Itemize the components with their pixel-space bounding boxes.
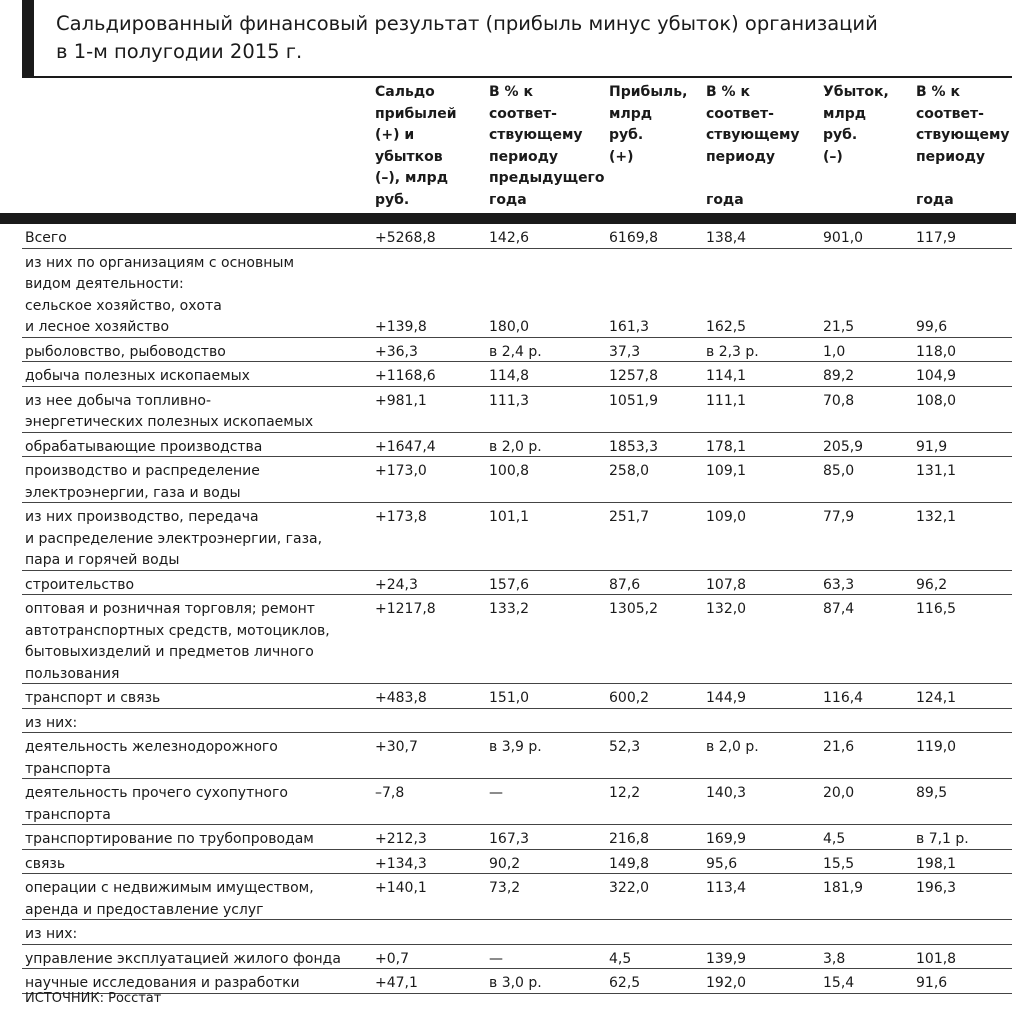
cell-profit: 87,6 — [609, 576, 641, 593]
cell-profit-percent: в 2,0 р. — [706, 739, 759, 755]
header-profit: Прибыль, млрд руб. (+) — [609, 84, 688, 165]
row-label: Всего — [25, 230, 67, 246]
page-title: Сальдированный финансовый результат (прибыль минус убыток) организаций — [56, 12, 878, 35]
cell-loss: 116,4 — [823, 690, 864, 706]
cell-balance: +134,3 — [375, 855, 427, 872]
cell-balance: +173,8 — [375, 509, 427, 525]
cell-balance: +1647,4 — [375, 438, 436, 455]
cell-profit-percent: 162,5 — [706, 319, 747, 335]
cell-profit: 12,2 — [609, 785, 641, 801]
table-row — [22, 457, 1012, 503]
cell-balance: +139,8 — [375, 319, 427, 335]
cell-balance-percent: в 2,0 р. — [489, 438, 542, 455]
cell-profit: 1051,9 — [609, 392, 658, 409]
cell-loss: 89,2 — [823, 368, 855, 384]
cell-balance-percent: 73,2 — [489, 880, 521, 896]
row-label: рыболовство, рыбоводство — [25, 343, 226, 360]
cell-balance-percent: 101,1 — [489, 509, 530, 525]
table-row — [22, 779, 1012, 825]
cell-loss-percent: 116,5 — [916, 601, 957, 617]
cell-balance-percent: 167,3 — [489, 831, 530, 847]
header-profit-percent: В % к соответ- ствующему периоду года — [706, 84, 800, 208]
table-row — [22, 920, 1012, 945]
cell-balance: +212,3 — [375, 831, 427, 847]
cell-balance-percent: 100,8 — [489, 463, 530, 479]
cell-profit: 600,2 — [609, 690, 650, 706]
cell-balance: +140,1 — [375, 880, 427, 896]
cell-loss: 181,9 — [823, 880, 864, 896]
cell-profit: 216,8 — [609, 831, 650, 847]
cell-balance-percent: 157,6 — [489, 576, 530, 593]
cell-loss: 3,8 — [823, 950, 846, 967]
cell-profit-percent: в 2,3 р. — [706, 343, 759, 360]
cell-loss-percent: 118,0 — [916, 343, 957, 360]
cell-profit-percent: 109,0 — [706, 509, 747, 525]
cell-profit: 149,8 — [609, 855, 650, 872]
row-label: из них по организациям с основным видом деятельности: сельское хозяйство, охота и лесное хозяйство — [25, 254, 295, 335]
header-divider — [0, 213, 1016, 224]
cell-balance: +981,1 — [375, 392, 427, 409]
cell-loss-percent: 119,0 — [916, 739, 957, 755]
row-label: из них: — [25, 926, 78, 942]
table-row — [22, 433, 1012, 458]
cell-profit-percent: 144,9 — [706, 690, 747, 706]
cell-loss-percent: 89,5 — [916, 785, 948, 801]
cell-profit-percent: 192,0 — [706, 975, 747, 991]
cell-loss-percent: 99,6 — [916, 319, 948, 335]
page-subtitle: в 1-м полугодии 2015 г. — [56, 40, 303, 63]
cell-balance: +1217,8 — [375, 601, 436, 617]
row-label: из нее добыча топливно- энергетических полезных ископаемых — [25, 392, 314, 430]
cell-loss-percent: 117,9 — [916, 230, 957, 246]
cell-loss: 21,6 — [823, 739, 855, 755]
cell-profit: 1257,8 — [609, 368, 658, 384]
cell-loss: 901,0 — [823, 230, 864, 246]
cell-profit-percent: 178,1 — [706, 438, 747, 455]
cell-profit-percent: 138,4 — [706, 230, 747, 246]
table-row — [22, 249, 1012, 338]
table-row — [22, 874, 1012, 920]
cell-balance-percent: в 2,4 р. — [489, 343, 542, 360]
header-balance: Сальдо прибылей (+) и убытков (–), млрд руб. — [375, 84, 457, 208]
source-note: ИСТОЧНИК: Росстат — [25, 991, 162, 1006]
cell-loss-percent: в 7,1 р. — [916, 831, 969, 847]
cell-balance-percent: 142,6 — [489, 230, 530, 246]
cell-loss: 77,9 — [823, 509, 855, 525]
cell-loss-percent: 104,9 — [916, 368, 957, 384]
table-row — [22, 387, 1012, 433]
cell-loss-percent: 101,8 — [916, 950, 957, 967]
cell-loss-percent: 198,1 — [916, 855, 957, 872]
cell-balance: +0,7 — [375, 950, 409, 967]
row-label: деятельность прочего сухопутного транспорта — [25, 785, 288, 823]
table-header — [22, 78, 1012, 213]
cell-balance: +1168,6 — [375, 368, 436, 384]
cell-loss: 1,0 — [823, 343, 846, 360]
cell-loss-percent: 196,3 — [916, 880, 957, 896]
cell-balance-percent: в 3,9 р. — [489, 739, 542, 755]
header-balance-percent: В % к соответ- ствующему периоду предыдущего года — [489, 84, 605, 208]
cell-loss-percent: 108,0 — [916, 392, 957, 409]
cell-loss-percent: 91,9 — [916, 438, 948, 455]
table-body — [22, 224, 1012, 994]
row-label: обрабатывающие производства — [25, 438, 263, 455]
cell-loss: 87,4 — [823, 601, 855, 617]
row-label: транспортирование по трубопроводам — [25, 831, 314, 847]
cell-balance-percent: 151,0 — [489, 690, 530, 706]
row-label: добыча полезных ископаемых — [25, 368, 250, 384]
cell-profit-percent: 113,4 — [706, 880, 747, 896]
row-label: строительство — [25, 576, 135, 593]
cell-profit: 1853,3 — [609, 438, 658, 455]
cell-loss-percent: 96,2 — [916, 576, 948, 593]
cell-profit-percent: 140,3 — [706, 785, 747, 801]
row-label: деятельность железнодорожного транспорта — [25, 739, 278, 777]
cell-balance-percent: 180,0 — [489, 319, 530, 335]
cell-profit-percent: 114,1 — [706, 368, 747, 384]
cell-balance-percent: 90,2 — [489, 855, 521, 872]
table-row — [22, 733, 1012, 779]
row-label: связь — [25, 855, 66, 872]
row-label: оптовая и розничная торговля; ремонт автотранспортных средств, мотоциклов, бытовыхизделий и предметов личного пользования — [25, 601, 330, 682]
cell-balance-percent: 133,2 — [489, 601, 530, 617]
cell-loss: 15,5 — [823, 855, 855, 872]
row-label: управление эксплуатацией жилого фонда — [25, 950, 341, 967]
table-row — [22, 945, 1012, 970]
cell-balance: +47,1 — [375, 975, 418, 991]
row-label: научные исследования и разработки — [25, 975, 300, 991]
cell-loss-percent: 132,1 — [916, 509, 957, 525]
table-row — [22, 571, 1012, 596]
table-row — [22, 850, 1012, 875]
table-row — [22, 825, 1012, 850]
cell-profit-percent: 107,8 — [706, 576, 747, 593]
cell-balance-percent: в 3,0 р. — [489, 975, 542, 991]
cell-profit: 322,0 — [609, 880, 650, 896]
cell-profit-percent: 169,9 — [706, 831, 747, 847]
row-label: из них: — [25, 714, 78, 731]
cell-loss-percent: 124,1 — [916, 690, 957, 706]
cell-profit-percent: 95,6 — [706, 855, 738, 872]
cell-balance: +483,8 — [375, 690, 427, 706]
cell-loss: 4,5 — [823, 831, 846, 847]
cell-balance: +30,7 — [375, 739, 418, 755]
cell-profit-percent: 111,1 — [706, 392, 747, 409]
table-row — [22, 362, 1012, 387]
table-row — [22, 709, 1012, 734]
table-row — [22, 338, 1012, 363]
table-row — [22, 684, 1012, 709]
cell-profit: 52,3 — [609, 739, 641, 755]
cell-balance: –7,8 — [375, 785, 405, 801]
cell-profit: 1305,2 — [609, 601, 658, 617]
cell-loss: 63,3 — [823, 576, 855, 593]
cell-profit: 62,5 — [609, 975, 641, 991]
cell-balance-percent: — — [489, 785, 503, 801]
header-loss-percent: В % к соответ- ствующему периоду года — [916, 84, 1010, 208]
cell-balance: +24,3 — [375, 576, 418, 593]
row-label: операции с недвижимым имуществом, аренда и предоставление услуг — [25, 880, 314, 918]
cell-profit-percent: 109,1 — [706, 463, 747, 479]
row-label: из них производство, передача и распределение электроэнергии, газа, пара и горячей воды — [25, 509, 323, 568]
cell-profit: 258,0 — [609, 463, 650, 479]
cell-balance: +173,0 — [375, 463, 427, 479]
cell-profit: 4,5 — [609, 950, 632, 967]
cell-profit: 37,3 — [609, 343, 641, 360]
cell-balance: +36,3 — [375, 343, 418, 360]
cell-profit: 6169,8 — [609, 230, 658, 246]
title-block — [22, 0, 1022, 76]
cell-balance-percent: 111,3 — [489, 392, 530, 409]
header-loss: Убыток, млрд руб. (–) — [823, 84, 889, 165]
cell-loss: 70,8 — [823, 392, 855, 409]
cell-loss-percent: 131,1 — [916, 463, 957, 479]
cell-loss: 85,0 — [823, 463, 855, 479]
cell-loss: 21,5 — [823, 319, 855, 335]
cell-loss: 20,0 — [823, 785, 855, 801]
cell-balance-percent: 114,8 — [489, 368, 530, 384]
row-label: транспорт и связь — [25, 690, 161, 706]
cell-loss: 205,9 — [823, 438, 864, 455]
cell-loss: 15,4 — [823, 975, 855, 991]
table-row — [22, 969, 1012, 994]
cell-profit: 251,7 — [609, 509, 650, 525]
cell-balance: +5268,8 — [375, 230, 436, 246]
cell-profit-percent: 139,9 — [706, 950, 747, 967]
table-row — [22, 503, 1012, 571]
table-row — [22, 595, 1012, 684]
cell-loss-percent: 91,6 — [916, 975, 948, 991]
cell-balance-percent: — — [489, 950, 503, 967]
row-label: производство и распределение электроэнергии, газа и воды — [25, 463, 260, 501]
cell-profit-percent: 132,0 — [706, 601, 747, 617]
table-row — [22, 224, 1012, 249]
cell-profit: 161,3 — [609, 319, 650, 335]
